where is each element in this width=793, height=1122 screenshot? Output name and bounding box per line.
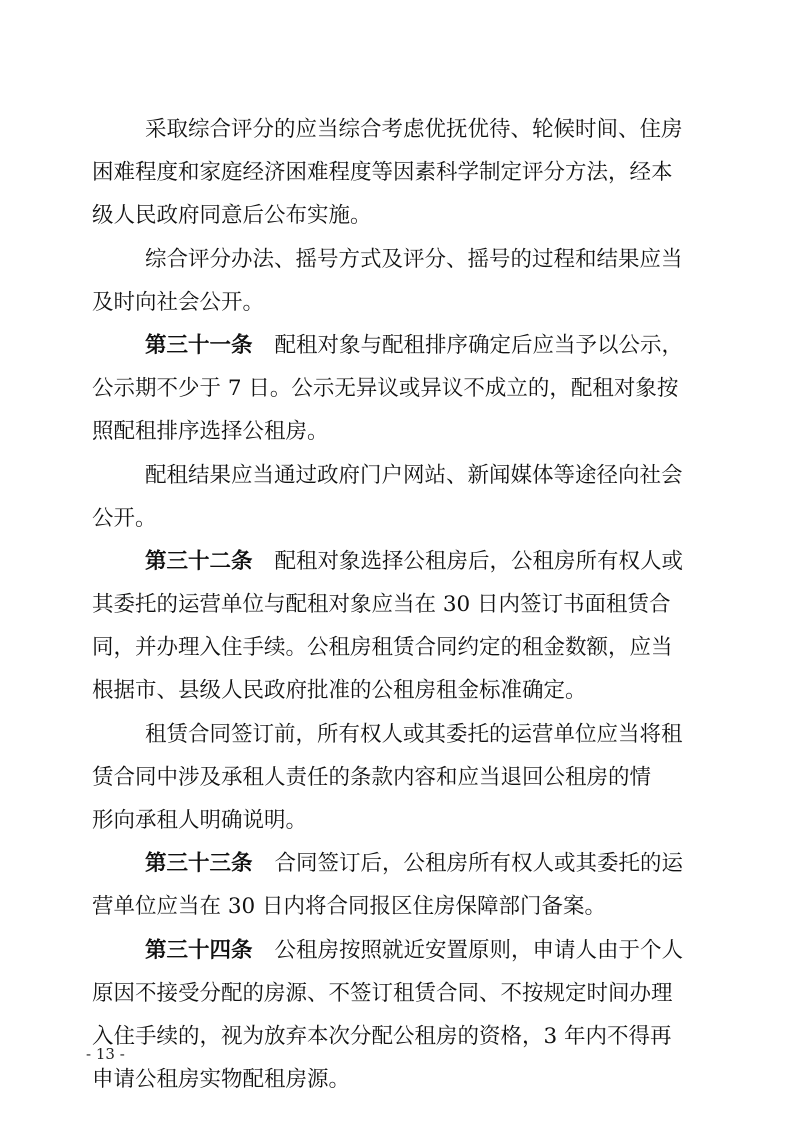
article-label: 第三十三条 xyxy=(145,851,253,877)
text-line xyxy=(92,108,702,151)
text-line xyxy=(92,324,702,367)
line-text: 申请公租房实物配租房源。 xyxy=(92,1067,351,1093)
line-text: 形向承租人明确说明。 xyxy=(92,808,308,833)
article-label: 第三十四条 xyxy=(145,937,253,963)
text-line xyxy=(92,410,702,453)
text-line xyxy=(92,972,702,1015)
text-line xyxy=(92,497,702,540)
line-text: 根据市、县级人民政府批准的公租房租金标准确定。 xyxy=(92,678,587,704)
line-text: 配租结果应当通过政府门户网站、新闻媒体等途径向社会 xyxy=(145,462,683,488)
text-line xyxy=(92,367,702,410)
text-line xyxy=(92,929,702,972)
line-text: 租赁合同签订前，所有权人或其委托的运营单位应当将租 xyxy=(145,721,683,747)
text-line xyxy=(92,713,702,756)
text-line xyxy=(92,194,702,237)
line-text: 配租对象选择公租房后，公租房所有权人或 xyxy=(274,548,684,574)
line-text: 入住手续的，视为放弃本次分配公租房的资格，3 年内不得再 xyxy=(92,1023,672,1049)
article-label: 第三十一条 xyxy=(145,332,253,358)
text-line xyxy=(92,1058,702,1101)
line-text: 采取综合评分的应当综合考虑优抚优待、轮候时间、住房 xyxy=(145,117,683,142)
text-line xyxy=(92,626,702,669)
line-text: 营单位应当在 30 日内将合同报区住房保障部门备案。 xyxy=(92,894,607,920)
line-text: 及时向社会公开。 xyxy=(92,289,265,315)
line-text: 照配租排序选择公租房。 xyxy=(92,419,329,445)
text-line xyxy=(92,281,702,324)
line-text: 公租房按照就近安置原则，申请人由于个人 xyxy=(274,937,684,963)
line-text: 同，并办理入住手续。公租房租赁合同约定的租金数额，应当 xyxy=(92,635,673,661)
line-text: 级人民政府同意后公布实施。 xyxy=(92,203,372,229)
line-text: 原因不接受分配的房源、不签订租赁合同、不按规定时间办理 xyxy=(92,980,673,1006)
line-text: 综合评分办法、摇号方式及评分、摇号的过程和结果应当 xyxy=(145,246,683,272)
text-line xyxy=(92,1015,702,1058)
text-line xyxy=(92,799,702,842)
line-text: 合同签订后，公租房所有权人或其委托的运 xyxy=(274,851,684,877)
text-line xyxy=(92,885,702,928)
text-line xyxy=(92,669,702,712)
line-text: 其委托的运营单位与配租对象应当在 30 日内签订书面租赁合 xyxy=(92,592,671,618)
body-text xyxy=(92,108,702,1101)
line-text: 配租对象与配租排序确定后应当予以公示， xyxy=(274,332,684,358)
text-line xyxy=(92,454,702,497)
article-label: 第三十二条 xyxy=(145,548,253,574)
text-line xyxy=(92,583,702,626)
text-line xyxy=(92,238,702,281)
text-line xyxy=(92,756,702,799)
line-text: 公开。 xyxy=(92,505,157,531)
text-line xyxy=(92,151,702,194)
page-number: - 13 - xyxy=(86,1045,125,1063)
line-text: 困难程度和家庭经济困难程度等因素科学制定评分方法，经本 xyxy=(92,160,673,186)
line-text: 公示期不少于 7 日。公示无异议或异议不成立的，配租对象按 xyxy=(92,376,679,402)
text-line xyxy=(92,842,702,885)
line-text: 赁合同中涉及承租人责任的条款内容和应当退回公租房的情 xyxy=(92,764,652,790)
text-line xyxy=(92,540,702,583)
